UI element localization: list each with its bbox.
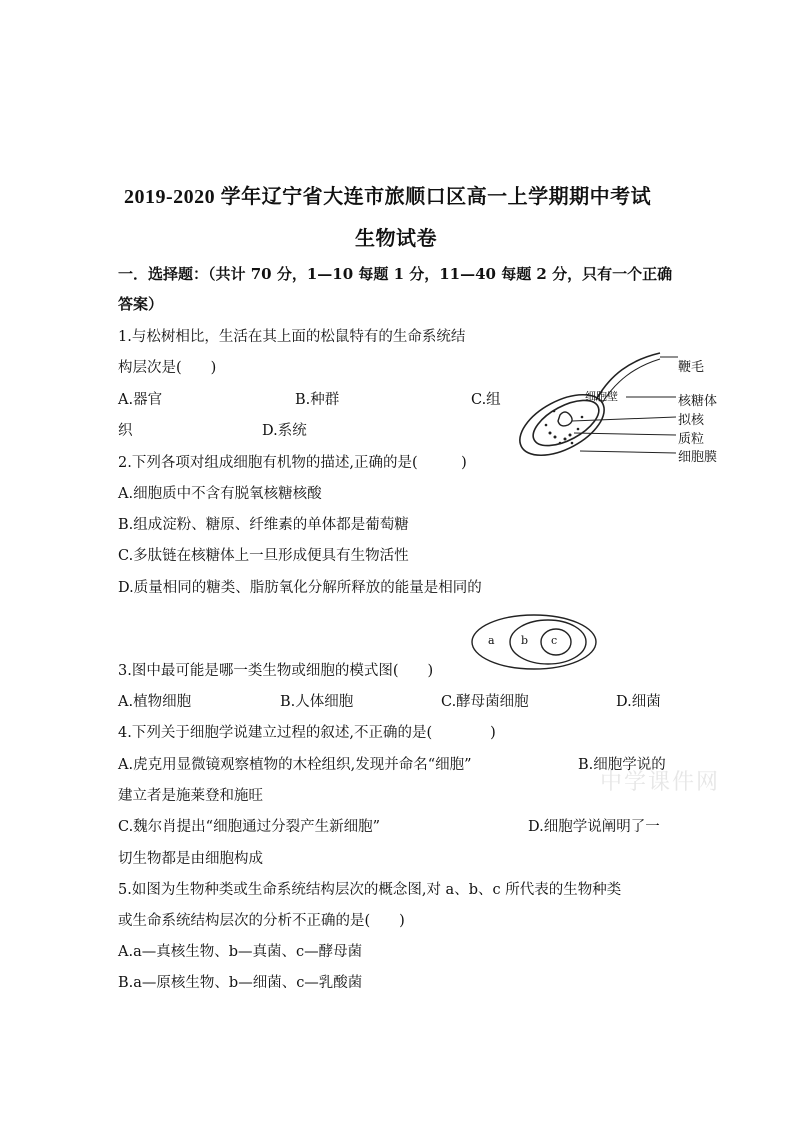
q2-option-a: A.细胞质中不含有脱氧核糖核酸 bbox=[118, 486, 322, 502]
concept-label-a: a bbox=[488, 634, 495, 647]
q4-option-c: C.魏尔肖提出“细胞通过分裂产生新细胞” bbox=[118, 819, 381, 835]
q1-option-d: D.系统 bbox=[262, 423, 307, 439]
bacteria-label-nucleoid: 拟核 bbox=[678, 413, 705, 428]
q4-option-b-part1: B.细胞学说的 bbox=[578, 757, 666, 773]
q2-stem: 2.下列各项对组成细胞有机物的描述,正确的是( ) bbox=[118, 455, 467, 471]
section-heading-line1: 一．选择题：（共计 70 分，1—10 每题 1 分，11—40 每题 2 分，只有一个正确 bbox=[118, 265, 673, 283]
q1-stem-line2: 构层次是( ) bbox=[118, 360, 217, 376]
q3-option-d: D.细菌 bbox=[616, 694, 661, 710]
q1-stem-line1: 1.与松树相比，生活在其上面的松鼠特有的生命系统结 bbox=[118, 329, 466, 345]
section-heading-line2: 答案） bbox=[118, 295, 164, 313]
q3-stem: 3.图中最可能是哪一类生物或细胞的模式图( ) bbox=[118, 663, 434, 679]
watermark: 中学课件网 bbox=[600, 770, 721, 795]
q4-stem: 4.下列关于细胞学说建立过程的叙述,不正确的是( ) bbox=[118, 725, 496, 741]
q4-option-b-part2: 建立者是施莱登和施旺 bbox=[118, 788, 263, 804]
q3-option-c: C.酵母菌细胞 bbox=[441, 694, 529, 710]
bacteria-label-membrane: 细胞膜 bbox=[678, 450, 718, 465]
q1-option-a: A.器官 bbox=[118, 392, 163, 408]
q3-option-a: A.植物细胞 bbox=[118, 694, 192, 710]
bacteria-label-flagellum: 鞭毛 bbox=[678, 360, 705, 375]
bacteria-label-ribosome: 核糖体 bbox=[678, 394, 718, 409]
bacteria-label-plasmid: 质粒 bbox=[678, 432, 705, 447]
q2-option-b: B.组成淀粉、糖原、纤维素的单体都是葡萄糖 bbox=[118, 517, 409, 533]
q5-stem-line1: 5.如图为生物种类或生命系统结构层次的概念图,对 a、b、c 所代表的生物种类 bbox=[118, 882, 622, 898]
page-title-line2: 生物试卷 bbox=[355, 228, 437, 250]
q1-option-b: B.种群 bbox=[295, 392, 340, 408]
q3-option-b: B.人体细胞 bbox=[280, 694, 354, 710]
concept-label-b: b bbox=[521, 634, 529, 647]
q4-option-d-part2: 切生物都是由细胞构成 bbox=[118, 851, 263, 867]
q1-option-c-part2: 织 bbox=[118, 423, 133, 439]
q5-option-a: A.a—真核生物、b—真菌、c—酵母菌 bbox=[118, 944, 363, 960]
q2-option-d: D.质量相同的糖类、脂肪氧化分解所释放的能量是相同的 bbox=[118, 580, 482, 596]
q5-option-b: B.a—原核生物、b—细菌、c—乳酸菌 bbox=[118, 975, 363, 991]
bacteria-label-inner: 细胞壁 bbox=[585, 390, 618, 403]
concept-label-c: c bbox=[551, 634, 558, 647]
page-title-line1: 2019-2020 学年辽宁省大连市旅顺口区高一上学期期中考试 bbox=[124, 186, 652, 208]
q5-stem-line2: 或生命系统结构层次的分析不正确的是( ) bbox=[118, 913, 405, 929]
nucleoid bbox=[558, 412, 572, 426]
q4-option-a: A.虎克用显微镜观察植物的木栓组织,发现并命名“细胞” bbox=[118, 757, 472, 773]
q2-option-c: C.多肽链在核糖体上一旦形成便具有生物活性 bbox=[118, 548, 409, 564]
q4-option-d-part1: D.细胞学说阐明了一 bbox=[528, 819, 660, 835]
q1-option-c-part1: C.组 bbox=[471, 392, 501, 408]
